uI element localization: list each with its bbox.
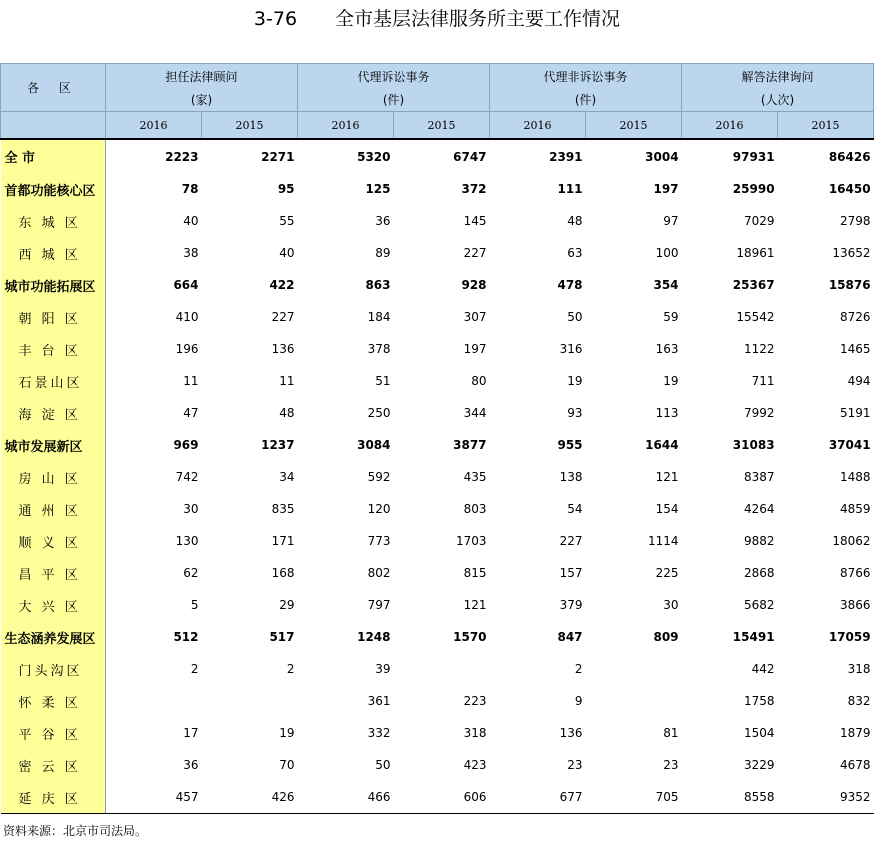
value-cell: 48: [279, 406, 295, 420]
value-cell: 8726: [840, 310, 871, 324]
value-cell: 3877: [453, 438, 487, 452]
value-cell: 803: [463, 502, 487, 516]
value-cell: 8766: [840, 566, 871, 580]
table-row: [1, 301, 874, 333]
value-cell: 97: [663, 214, 679, 228]
unit-non-litigation: (件): [490, 88, 682, 112]
table-row: [1, 621, 874, 653]
table-row: [1, 365, 874, 397]
value-cell: 677: [490, 781, 586, 814]
value-cell: 225: [655, 566, 679, 580]
value-cell: 2: [574, 662, 583, 676]
value-cell: 809: [653, 630, 679, 644]
value-cell: 111: [557, 182, 583, 196]
value-cell: 1488: [840, 470, 871, 484]
area-name-cell: 密 云 区: [1, 749, 106, 781]
value-cell: 378: [367, 342, 391, 356]
table-row: [1, 429, 874, 461]
area-name-cell: 平 谷 区: [1, 717, 106, 749]
value-cell: 47: [183, 406, 199, 420]
value-cell: 4678: [840, 758, 871, 772]
value-cell: 512: [173, 630, 199, 644]
value-cell: 40: [279, 246, 295, 260]
value-cell: 494: [847, 374, 871, 388]
value-cell: 802: [367, 566, 391, 580]
value-cell: 157: [559, 566, 583, 580]
area-name-cell: 通 州 区: [1, 493, 106, 525]
value-cell: [586, 685, 682, 717]
value-cell: 5682: [744, 598, 775, 612]
value-cell: 2223: [165, 149, 199, 164]
value-cell: 227: [271, 310, 295, 324]
value-cell: 223: [463, 694, 487, 708]
area-name-cell: 首都功能核心区: [1, 173, 106, 205]
unit-litigation: (件): [298, 88, 490, 112]
value-cell: 354: [653, 278, 679, 292]
value-cell: 1248: [357, 630, 391, 644]
table-row: [1, 653, 874, 685]
value-cell: 62: [183, 566, 199, 580]
value-cell: 606: [394, 781, 490, 814]
value-cell: 372: [461, 182, 487, 196]
value-cell: 1703: [455, 534, 487, 548]
value-cell: 15876: [828, 278, 871, 292]
table-row: [1, 173, 874, 205]
value-cell: 113: [655, 406, 679, 420]
value-cell: 227: [559, 534, 583, 548]
table-row: [1, 269, 874, 301]
value-cell: 136: [559, 726, 583, 740]
value-cell: 332: [367, 726, 391, 740]
value-cell: 36: [183, 758, 199, 772]
value-cell: 31083: [732, 438, 775, 452]
value-cell: 1465: [840, 342, 871, 356]
table-row: [1, 237, 874, 269]
table-body: [1, 139, 874, 814]
value-cell: 1504: [744, 726, 775, 740]
year-header: 2015: [394, 112, 490, 140]
value-cell: 11: [183, 374, 199, 388]
value-cell: [586, 653, 682, 685]
value-cell: 9882: [744, 534, 775, 548]
value-cell: 63: [567, 246, 583, 260]
area-name-cell: 昌 平 区: [1, 557, 106, 589]
value-cell: 93: [567, 406, 583, 420]
value-cell: [394, 653, 490, 685]
value-cell: 1570: [453, 630, 487, 644]
table-row: [1, 139, 874, 173]
value-cell: 19: [663, 374, 679, 388]
value-cell: 2: [190, 662, 199, 676]
value-cell: 125: [365, 182, 391, 196]
value-cell: 13652: [832, 246, 871, 260]
value-cell: 25367: [732, 278, 775, 292]
value-cell: 847: [557, 630, 583, 644]
value-cell: 955: [557, 438, 583, 452]
area-name-cell: 大 兴 区: [1, 589, 106, 621]
value-cell: 168: [271, 566, 295, 580]
value-cell: 773: [367, 534, 391, 548]
value-cell: 154: [655, 502, 679, 516]
statistics-table: [0, 63, 874, 814]
year-header: 2016: [682, 112, 778, 140]
value-cell: 7992: [744, 406, 775, 420]
value-cell: 969: [173, 438, 199, 452]
area-name-cell: 城市功能拓展区: [1, 269, 106, 301]
value-cell: 832: [847, 694, 871, 708]
value-cell: 742: [175, 470, 199, 484]
area-name-cell: 顺 义 区: [1, 525, 106, 557]
year-header: 2016: [298, 112, 394, 140]
value-cell: 55: [279, 214, 295, 228]
table-row: [1, 493, 874, 525]
year-header: 2015: [586, 112, 682, 140]
value-cell: 664: [173, 278, 199, 292]
value-cell: 40: [183, 214, 199, 228]
table-row: [1, 717, 874, 749]
value-cell: 11: [279, 374, 295, 388]
value-cell: 307: [463, 310, 487, 324]
value-cell: 8558: [682, 781, 778, 814]
value-cell: 19: [279, 726, 295, 740]
value-cell: 80: [471, 374, 487, 388]
value-cell: 36: [375, 214, 391, 228]
page-title: [0, 6, 874, 32]
value-cell: 797: [367, 598, 391, 612]
area-name-cell: 丰 台 区: [1, 333, 106, 365]
area-name-cell: 怀 柔 区: [1, 685, 106, 717]
value-cell: 863: [365, 278, 391, 292]
table-row: [1, 397, 874, 429]
value-cell: 17: [183, 726, 199, 740]
value-cell: 5191: [840, 406, 871, 420]
value-cell: 197: [653, 182, 679, 196]
value-cell: 100: [655, 246, 679, 260]
year-header: 2016: [490, 112, 586, 140]
year-header: 2016: [106, 112, 202, 140]
table-row: [1, 749, 874, 781]
value-cell: 184: [367, 310, 391, 324]
value-cell: 121: [463, 598, 487, 612]
area-name-cell: 生态涵养发展区: [1, 621, 106, 653]
value-cell: 5320: [357, 149, 391, 164]
value-cell: 250: [367, 406, 391, 420]
area-name-cell: 海 淀 区: [1, 397, 106, 429]
value-cell: 2271: [261, 149, 295, 164]
value-cell: 59: [663, 310, 679, 324]
table-row: [1, 333, 874, 365]
value-cell: 2798: [840, 214, 871, 228]
year-header: 2015: [778, 112, 874, 140]
value-cell: 478: [557, 278, 583, 292]
value-cell: 25990: [732, 182, 775, 196]
table-row: [1, 205, 874, 237]
value-cell: [202, 685, 298, 717]
table-row: [1, 685, 874, 717]
value-cell: 379: [559, 598, 583, 612]
value-cell: 50: [567, 310, 583, 324]
value-cell: 38: [183, 246, 199, 260]
value-cell: 2: [286, 662, 295, 676]
value-cell: 2391: [549, 149, 583, 164]
value-cell: 196: [175, 342, 199, 356]
value-cell: 466: [298, 781, 394, 814]
value-cell: 78: [181, 182, 199, 196]
value-cell: 9352: [778, 781, 874, 814]
value-cell: 426: [202, 781, 298, 814]
value-cell: 171: [271, 534, 295, 548]
table-header: [1, 64, 874, 140]
value-cell: 136: [271, 342, 295, 356]
value-cell: 227: [463, 246, 487, 260]
value-cell: 30: [183, 502, 199, 516]
value-cell: 23: [663, 758, 679, 772]
area-column-header: 各 区: [1, 64, 106, 112]
unit-legal-advisor: (家): [106, 88, 298, 112]
area-year-spacer: [1, 112, 106, 140]
value-cell: 29: [279, 598, 295, 612]
value-cell: 4859: [840, 502, 871, 516]
value-cell: 48: [567, 214, 583, 228]
group-header-non-litigation: 代理非诉讼事务: [490, 64, 682, 89]
value-cell: 1122: [744, 342, 775, 356]
value-cell: 130: [175, 534, 199, 548]
area-name-cell: 东 城 区: [1, 205, 106, 237]
value-cell: 3229: [744, 758, 775, 772]
area-name-cell: 延 庆 区: [1, 781, 106, 814]
value-cell: 1758: [744, 694, 775, 708]
value-cell: 97931: [732, 149, 775, 164]
value-cell: 435: [463, 470, 487, 484]
table-row: [1, 557, 874, 589]
value-cell: 457: [106, 781, 202, 814]
value-cell: 318: [847, 662, 871, 676]
area-name-cell: 西 城 区: [1, 237, 106, 269]
value-cell: 3866: [840, 598, 871, 612]
table-row: [1, 781, 874, 814]
value-cell: 835: [271, 502, 295, 516]
value-cell: 3004: [645, 149, 679, 164]
value-cell: 316: [559, 342, 583, 356]
value-cell: 928: [461, 278, 487, 292]
value-cell: 138: [559, 470, 583, 484]
area-name-cell: 房 山 区: [1, 461, 106, 493]
value-cell: 318: [463, 726, 487, 740]
value-cell: 4264: [744, 502, 775, 516]
table-number: 3-76: [253, 8, 298, 30]
value-cell: 2868: [744, 566, 775, 580]
value-cell: 95: [277, 182, 295, 196]
value-cell: 7029: [744, 214, 775, 228]
value-cell: 344: [463, 406, 487, 420]
area-name-cell: 城市发展新区: [1, 429, 106, 461]
value-cell: 30: [663, 598, 679, 612]
source-note: 资料来源：北京市司法局。: [3, 824, 148, 838]
value-cell: 361: [367, 694, 391, 708]
value-cell: 5: [190, 598, 199, 612]
value-cell: 23: [567, 758, 583, 772]
value-cell: 19: [567, 374, 583, 388]
value-cell: 3084: [357, 438, 391, 452]
value-cell: 120: [367, 502, 391, 516]
value-cell: 422: [269, 278, 295, 292]
area-name-cell: 石景山区: [1, 365, 106, 397]
group-header-consultation: 解答法律询问: [682, 64, 874, 89]
value-cell: 81: [663, 726, 679, 740]
area-name-cell: 门头沟区: [1, 653, 106, 685]
value-cell: 50: [375, 758, 391, 772]
table-row: [1, 461, 874, 493]
group-header-litigation: 代理诉讼事务: [298, 64, 490, 89]
value-cell: 54: [567, 502, 583, 516]
value-cell: 1237: [261, 438, 295, 452]
value-cell: 410: [175, 310, 199, 324]
value-cell: 16450: [828, 182, 871, 196]
value-cell: 8387: [744, 470, 775, 484]
value-cell: 711: [751, 374, 775, 388]
value-cell: 705: [586, 781, 682, 814]
value-cell: 15542: [736, 310, 775, 324]
value-cell: 197: [463, 342, 487, 356]
value-cell: 442: [751, 662, 775, 676]
table-row: [1, 589, 874, 621]
value-cell: [106, 685, 202, 717]
area-name-cell: 朝 阳 区: [1, 301, 106, 333]
table-row: [1, 525, 874, 557]
unit-consultation: (人次): [682, 88, 874, 112]
group-header-legal-advisor: 担任法律顾问: [106, 64, 298, 89]
value-cell: 37041: [828, 438, 871, 452]
value-cell: 17059: [828, 630, 871, 644]
value-cell: 517: [269, 630, 295, 644]
value-cell: 1644: [645, 438, 679, 452]
value-cell: 163: [655, 342, 679, 356]
value-cell: 89: [375, 246, 391, 260]
value-cell: 1879: [840, 726, 871, 740]
value-cell: 9: [574, 694, 583, 708]
value-cell: 423: [463, 758, 487, 772]
value-cell: 86426: [828, 149, 871, 164]
value-cell: 18961: [736, 246, 775, 260]
value-cell: 145: [463, 214, 487, 228]
value-cell: 15491: [732, 630, 775, 644]
area-name-cell: 全 市: [1, 139, 106, 173]
value-cell: 18062: [832, 534, 871, 548]
table-title: 全市基层法律服务所主要工作情况: [335, 8, 621, 30]
value-cell: 592: [367, 470, 391, 484]
value-cell: 1114: [648, 534, 679, 548]
year-header: 2015: [202, 112, 298, 140]
value-cell: 6747: [453, 149, 487, 164]
value-cell: 815: [463, 566, 487, 580]
value-cell: 34: [279, 470, 295, 484]
value-cell: 51: [375, 374, 391, 388]
value-cell: 39: [375, 662, 391, 676]
value-cell: 121: [655, 470, 679, 484]
value-cell: 70: [279, 758, 295, 772]
